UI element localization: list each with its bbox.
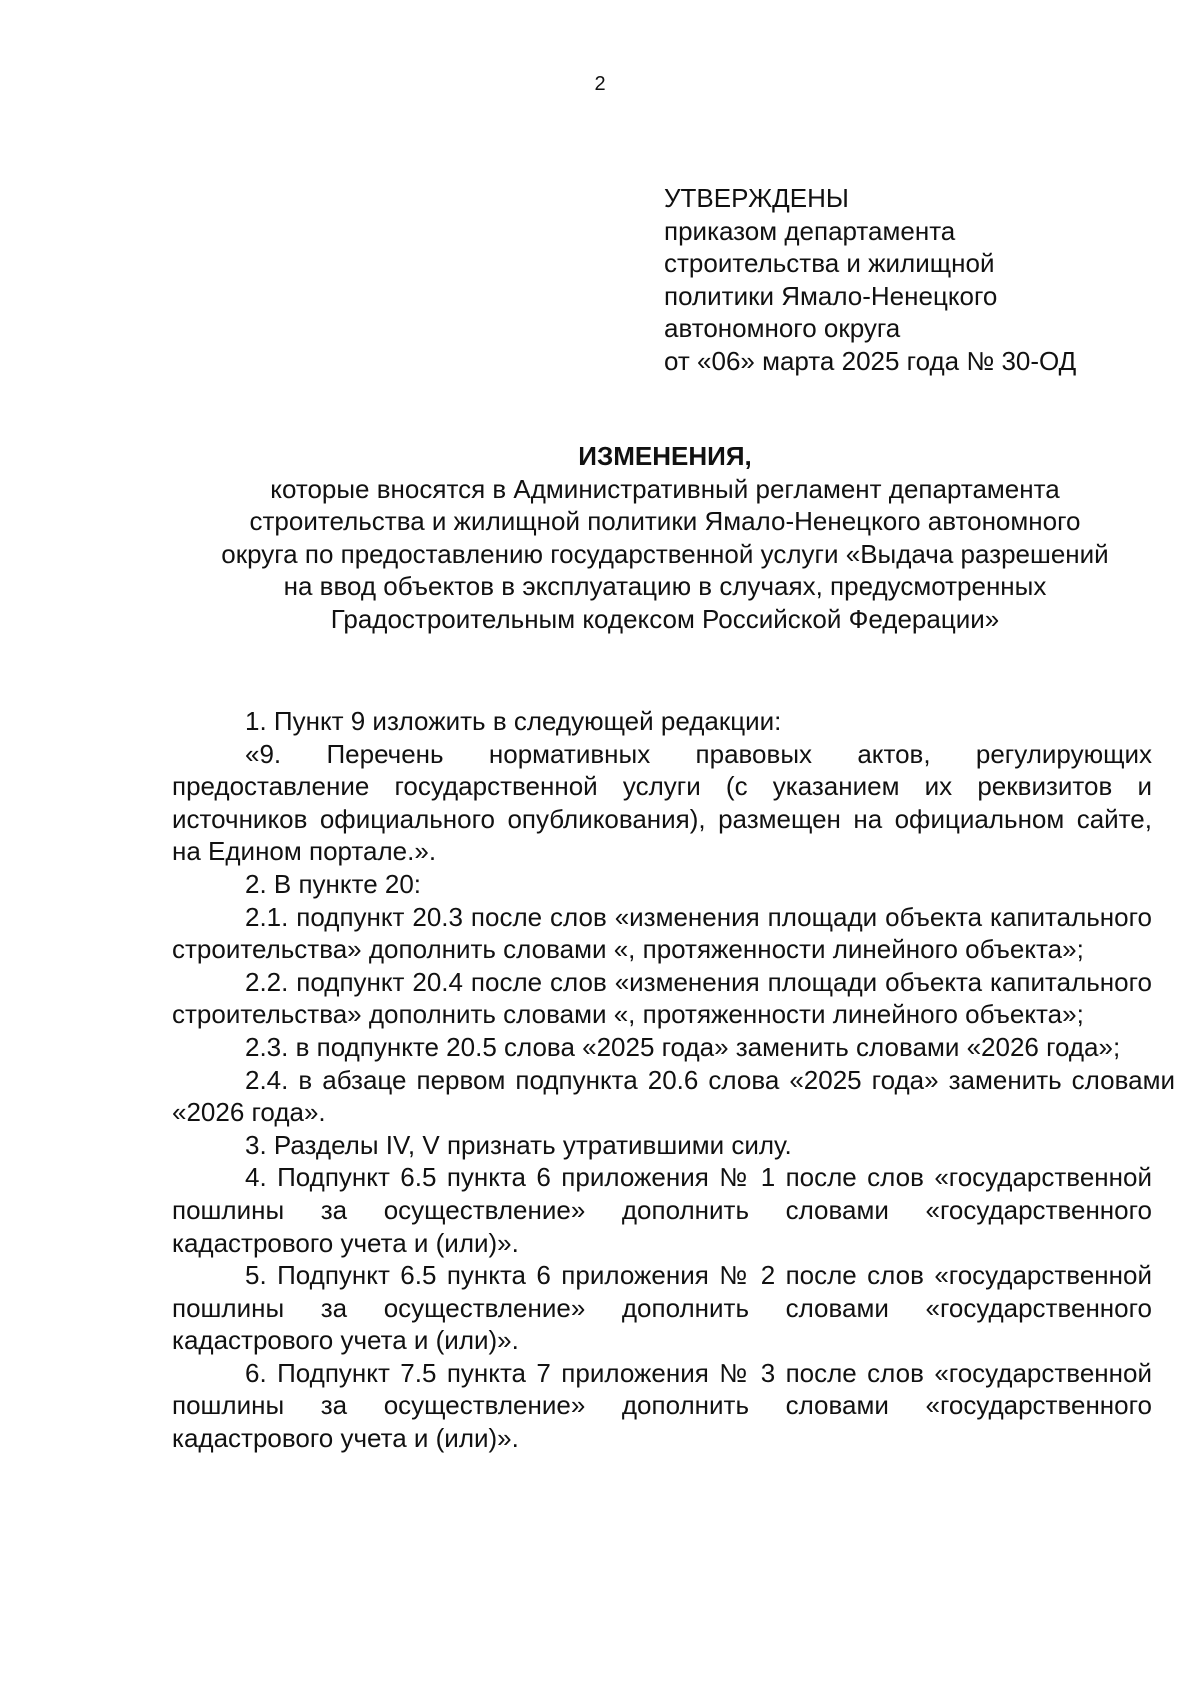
paragraph-2-4: 2.4. в абзаце первом подпункта 20.6 слова «2025 года» заменить словами «2026 года».	[172, 1064, 1175, 1128]
paragraph-2-3: 2.3. в подпункте 20.5 слова «2025 года» заменить словами «2026 года»;	[245, 1031, 1121, 1062]
approval-line: автономного округа	[664, 313, 901, 343]
approval-line: УТВЕРЖДЕНЫ	[664, 183, 849, 213]
heading-line: строительства и жилищной политики Ямало-Ненецкого автономного	[249, 506, 1081, 536]
paragraph-1-quote: «9. Перечень нормативных правовых актов, регулирующих предоставление государственной услуги (с указанием их реквизитов и источников официального опубликования), размещен на официальном сайте, на Едином портале.».	[172, 738, 1152, 867]
heading-line: которые вносятся в Административный регламент департамента	[270, 473, 1060, 504]
document-heading	[160, 440, 1170, 635]
heading-line: на ввод объектов в эксплуатацию в случаях, предусмотренных	[283, 571, 1047, 601]
page-number: 2	[594, 73, 606, 95]
paragraph-6: 6. Подпункт 7.5 пункта 7 приложения № 3 после слов «государственной пошлины за осуществление» дополнить словами «государственного кадастрового учета и (или)».	[172, 1357, 1152, 1454]
paragraph-2-1: 2.1. подпункт 20.3 после слов «изменения площади объекта капитального строительства» дополнить словами «, протяженности линейного объекта»;	[172, 901, 1152, 965]
paragraph-2: 2. В пункте 20:	[245, 868, 422, 899]
approval-block	[664, 182, 1164, 377]
heading-line: округа по предоставлению государственной услуги «Выдача разрешений	[221, 538, 1109, 569]
paragraph-1: 1. Пункт 9 изложить в следующей редакции:	[245, 706, 782, 736]
approval-line: приказом департамента	[664, 215, 956, 246]
paragraph-5: 5. Подпункт 6.5 пункта 6 приложения № 2 после слов «государственной пошлины за осуществление» дополнить словами «государственного кадастрового учета и (или)».	[172, 1260, 1152, 1356]
document-body	[172, 705, 1175, 1455]
paragraph-3: 3. Разделы IV, V признать утратившими силу.	[245, 1129, 792, 1160]
heading-title: ИЗМЕНЕНИЯ,	[578, 441, 752, 471]
paragraph-4: 4. Подпункт 6.5 пункта 6 приложения № 1 после слов «государственной пошлины за осуществление» дополнить словами «государственного кадастрового учета и (или)».	[172, 1162, 1152, 1258]
approval-line: политики Ямало-Ненецкого	[664, 280, 998, 311]
paragraph-2-2: 2.2. подпункт 20.4 после слов «изменения площади объекта капитального строительства» дополнить словами «, протяженности линейного объекта»;	[172, 966, 1152, 1030]
heading-line: Градостроительным кодексом Российской Федерации»	[330, 603, 1000, 634]
approval-line: строительства и жилищной	[664, 248, 995, 278]
approval-line: от «06» марта 2025 года № 30-ОД	[664, 345, 1077, 376]
